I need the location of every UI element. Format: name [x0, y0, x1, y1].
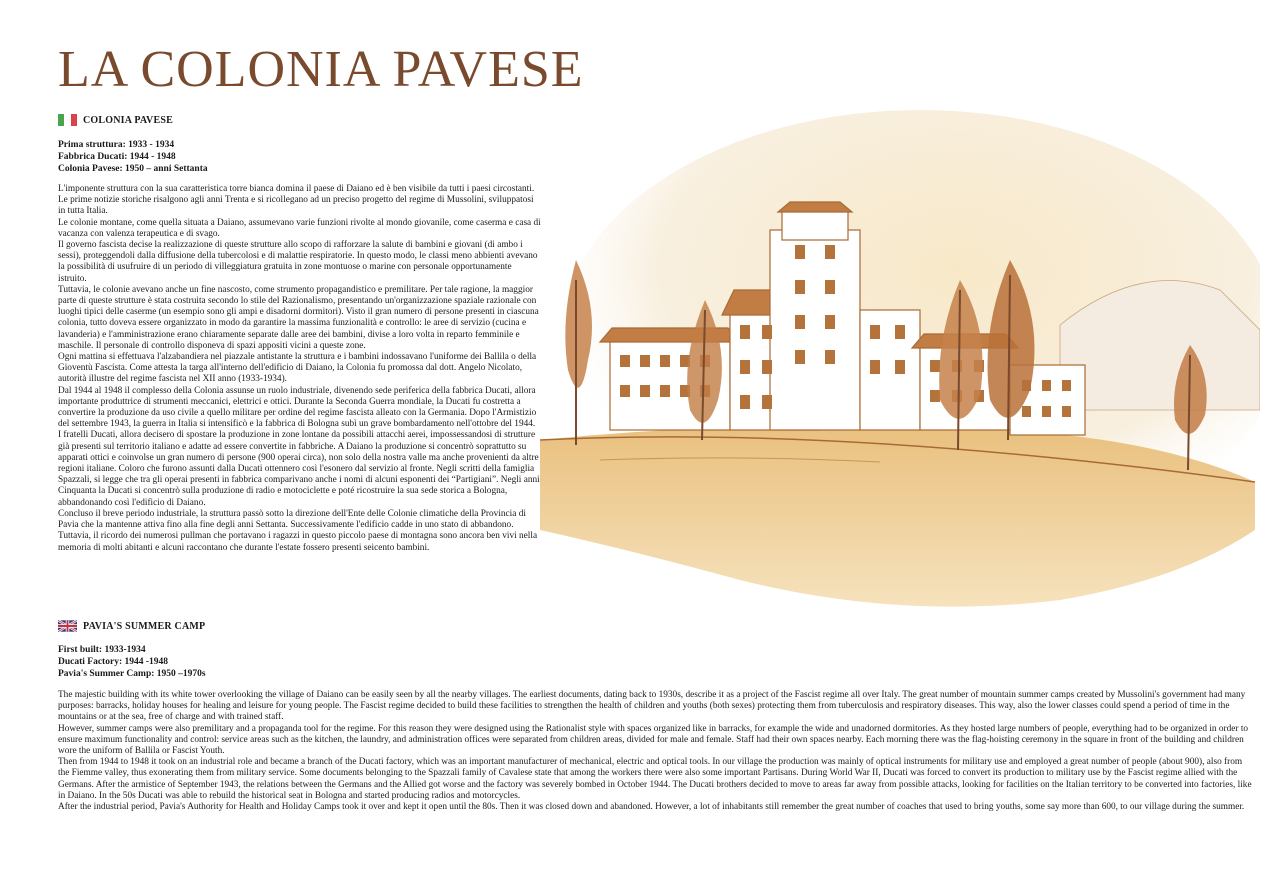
italian-body-text: [58, 184, 542, 554]
fact-line: First built: 1933-1934: [58, 645, 146, 655]
paragraph: Dal 1944 al 1948 il complesso della Colonia assunse un ruolo industriale, divenendo sede periferica della fabbrica Ducati, allora importante produttrice di strumenti meccanici, elettrici e ottici. Durante la Seconda Guerra mondiale, la Ducati fu costretta a convertire la produzione da uso civile a quello militare per ordine del regime fascista alleato con la Germania. Dopo l'Armistizio del settembre 1943, la guerra in Italia si intensificò e la fabbrica di Bologna subì un grave bombardamento nell'ottobre del 1944.: [58, 385, 537, 430]
paragraph: However, summer camps were also premilitary and a propaganda tool for the regime. For this reason they were designed using the Rationalist style with spaces organized like in barracks, for example the wide and unadorned dormitories. As they hosted large numbers of people, everything had to be organized in order to ensure maximum functionality and control: service areas such as the kitchen, the laundry, and administration offices were separated from children areas, divided for male and female. Staff had their own spaces nearby. Each morning there was the flag-hoisting ceremony in the square in front of the building and children wore the uniform of Ballila or Fascist Youth.: [58, 723, 1249, 757]
paragraph: Il governo fascista decise la realizzazione di queste strutture allo scopo di rafforzare la salute di bambini e giovani (di ambo i sessi), proteggendoli dalla diffusione della tubercolosi e di malattie respiratorie. In questo modo, le classi meno abbienti avevano la possibilità di usufruire di un periodo di villeggiatura gratuita in zone montuose o marine con personale opportunamente istruito.: [58, 240, 538, 284]
paragraph: After the industrial period, Pavia's Authority for Health and Holiday Camps took it over and kept it open until the 80s. Then it was closed down and abandoned. However, a lot of inhabitants still remember the great number of coaches that used to bring youths, some say more than 600, to our village during the summer.: [58, 802, 1245, 813]
fact-line: Ducati Factory: 1944 -1948: [58, 657, 169, 667]
english-section-header: [58, 620, 205, 632]
paragraph: Concluso il breve periodo industriale, la struttura passò sotto la direzione dell'Ente delle Colonie climatiche della Provincia di Pavia che la mantenne attiva fino alla fine degli anni Settanta. Successivamente l'edificio cadde in uno stato di abbandono. Tuttavia, il ricordo dei numerosi pullman che portavano i ragazzi in questo piccolo paese di montagna sono ancora ben vivi nella memoria di molti abitanti e alcuni raccontano che durante l'estate fossero presenti seicento bambini.: [58, 508, 538, 553]
italian-section-header: [58, 114, 173, 126]
paragraph: Tuttavia, le colonie avevano anche un fine nascosto, come strumento propagandistico e premilitare. Per tale ragione, la maggior parte di queste strutture è stata costruita secondo lo stile del Razionalismo, presentando un'organizzazione spaziale razionale con luoghi tipici delle caserme (un esempio sono gli ampi e disadorni dormitori). Visto il gran numero di persone presenti in ciascuna colonia, tutto doveva essere organizzato in modo da garantire la massima funzionalità e controllo: le aree di servizio (cucina e lavanderia) e l'amministrazione erano chiaramente separate dalle aree dei bambini, divise a loro volta in reparto femminile e maschile. Il personale di controllo disponeva di spazi appositi vicini a queste zone.: [58, 284, 539, 351]
paragraph: I fratelli Ducati, allora decisero di spostare la produzione in zone lontane da possibili attacchi aerei, impossessandosi di strutture già presenti sul territorio italiano e adatte ad essere convertite in fabbriche. A Daiano la produzione si concentrò soprattutto su apparati ottici e coinvolse un gran numero di persone (900 operai circa), non solo della nostra valle ma anche provenienti da altre regioni italiane. Coloro che furono assunti dalla Ducati ottennero così l'esonero dal servizio al fronte. Negli scritti della famiglia Spazzali, si legge che tra gli operai presenti in fabbrica comparivano anche i nomi di alcuni esponenti dei “Partigiani”. Negli anni Cinquanta la Ducati si concentrò sulla produzione di radio e motociclette e poté ricostruire la sua sede storica a Bologna, abbandonando così l'edificio di Daiano.: [58, 430, 540, 508]
fact-line: Pavia's Summer Camp: 1950 –1970s: [58, 669, 206, 679]
paragraph: Le colonie montane, come quella situata a Daiano, assumevano varie funzioni rivolte al mondo giovanile, come caserma e casa di vacanza con valenza terapeutica e di svago.: [58, 217, 541, 239]
paragraph: Then from 1944 to 1948 it took on an industrial role and became a branch of the Ducati factory, which was an important manufacturer of mechanical, electric and optical tools. In our village the production was mainly of optical instruments for military use and employed a great number of people (about 900), also from the Fiemme valley, thus exonerating them from military service. Some documents belonging to the Spazzali family of Cavalese state that among the workers there were also some important Partisans. During World War II, Ducati was forced to convert its production to military use by the Fascist regime allied with the Germans. After the armistice of September 1943, the relations between the Germans and the Allied got worse and the factory was severely bombed in October 1944. The Ducati brothers decided to move to areas far away from possible attacks, looking for facilities on the Italian territory to be converted into factories, like in Daiano. In the 50s Ducati was able to rebuild the historical seat in Bologna and started producing radios and motorcycles.: [58, 757, 1252, 801]
paragraph: Le prime notizie storiche risalgono agli anni Trenta e si ricollegano ad un preciso progetto del regime di Mussolini, sviluppatosi in tutta Italia.: [58, 195, 534, 217]
italian-facts: [58, 139, 208, 175]
building-illustration: [540, 110, 1260, 640]
fact-line: Prima struttura: 1933 - 1934: [58, 140, 175, 150]
meadow: [540, 426, 1255, 607]
italian-section-title: COLONIA PAVESE: [83, 114, 173, 126]
english-body-text: [58, 690, 1254, 813]
italian-flag-icon: [58, 114, 77, 126]
paragraph: Ogni mattina si effettuava l'alzabandiera nel piazzale antistante la struttura e i bambini indossavano l'uniforme dei Ballila o della Gioventù Fascista. Come attesta la targa all'interno dell'edificio di Daiano, la Colonia fu promossa dal dott. Angelo Nicolato, autorità illustre del regime fascista nel XII anno (1933-1934).: [58, 352, 537, 385]
english-section-title: PAVIA'S SUMMER CAMP: [83, 620, 206, 632]
fact-line: Colonia Pavese: 1950 – anni Settanta: [58, 164, 208, 174]
paragraph: L'imponente struttura con la sua caratteristica torre bianca domina il paese di Daiano ed è ben visibile da tutti i paesi circostanti.: [58, 184, 535, 194]
english-facts: [58, 644, 206, 680]
uk-flag-icon: [58, 620, 77, 632]
page-title: LA COLONIA PAVESE: [58, 41, 584, 98]
paragraph: The majestic building with its white tower overlooking the village of Daiano can be easily seen by all the nearby villages. The earliest documents, dating back to 1930s, describe it as a project of the Fascist regime all over Italy. The great number of mountain summer camps created by Mussolini's government had many purposes: barracks, holiday houses for healing and leisure for young people. The Fascist regime decided to build these facilities to strengthen the health of children and youths (both sexes) protecting them from tuberculosis and respiratory diseases. This way, also the lower classes could spend a period of time in the mountains or at the sea, free of charge and with trained staff.: [58, 690, 1246, 723]
fact-line: Fabbrica Ducati: 1944 - 1948: [58, 152, 176, 162]
